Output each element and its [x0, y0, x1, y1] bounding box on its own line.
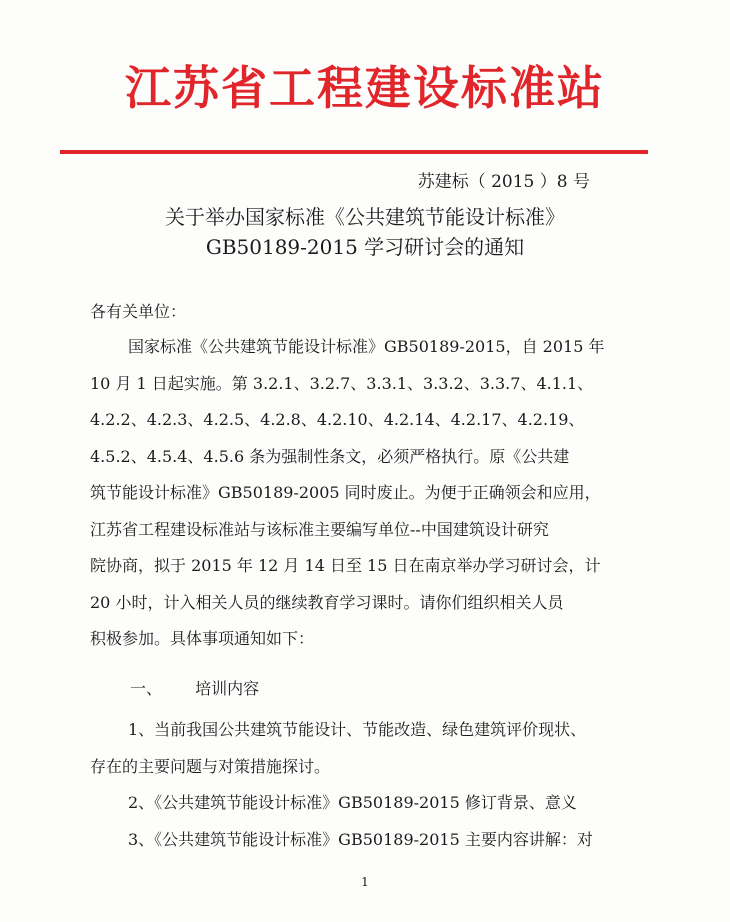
paragraph-line: 积极参加。具体事项通知如下：	[90, 629, 315, 648]
list-item-continuation: 存在的主要问题与对策措施探讨。	[90, 756, 331, 776]
paragraph-line: 院协商，拟于 2015 年 12 月 14 日至 15 日在南京举办学习研讨会，计	[90, 556, 601, 575]
page-number: 1	[361, 875, 369, 889]
paragraph-intro	[90, 329, 610, 658]
paragraph-line: 4.5.2、4.5.4、4.5.6 条为强制性条文，必须严格执行。原《公共建	[90, 446, 570, 466]
paragraph-line: 10 月 1 日起实施。第 3.2.1、3.2.7、3.3.1、3.3.2、3.3.7、4.1.1、	[90, 373, 594, 393]
section-heading	[130, 677, 259, 701]
title-line-1: 关于举办国家标准《公共建筑节能设计标准》	[165, 205, 565, 229]
title-line-2: GB50189-2015 学习研讨会的通知	[205, 235, 525, 259]
list-item: 1、当前我国公共建筑节能设计、节能改造、绿色建筑评价现状、	[128, 720, 587, 739]
paragraph-line: 江苏省工程建设标准站与该标准主要编写单位--中国建筑设计研究	[90, 519, 549, 539]
document-title	[0, 202, 730, 262]
header-divider	[60, 150, 648, 154]
paragraph-line: 筑节能设计标准》GB50189-2005 同时废止。为便于正确领会和应用，	[90, 483, 601, 502]
section-number: 一、	[130, 679, 163, 698]
paragraph-line: 国家标准《公共建筑节能设计标准》GB50189-2015，自 2015 年	[128, 337, 605, 356]
organization-header: 江苏省工程建设标准站	[125, 61, 605, 115]
salutation: 各有关单位：	[90, 302, 187, 321]
item-list	[90, 712, 610, 858]
list-item: 3、《公共建筑节能设计标准》GB50189-2015 主要内容讲解：对	[128, 829, 593, 849]
paragraph-line: 20 小时，计入相关人员的继续教育学习课时。请你们组织相关人员	[90, 592, 564, 612]
section-title: 培训内容	[195, 679, 260, 698]
paragraph-line: 4.2.2、4.2.3、4.2.5、4.2.8、4.2.10、4.2.14、4.2.17、4.2.19、	[90, 410, 585, 429]
list-item: 2、《公共建筑节能设计标准》GB50189-2015 修订背景、意义	[128, 793, 577, 812]
document-number: 苏建标（ 2015 ）8 号	[417, 172, 590, 192]
